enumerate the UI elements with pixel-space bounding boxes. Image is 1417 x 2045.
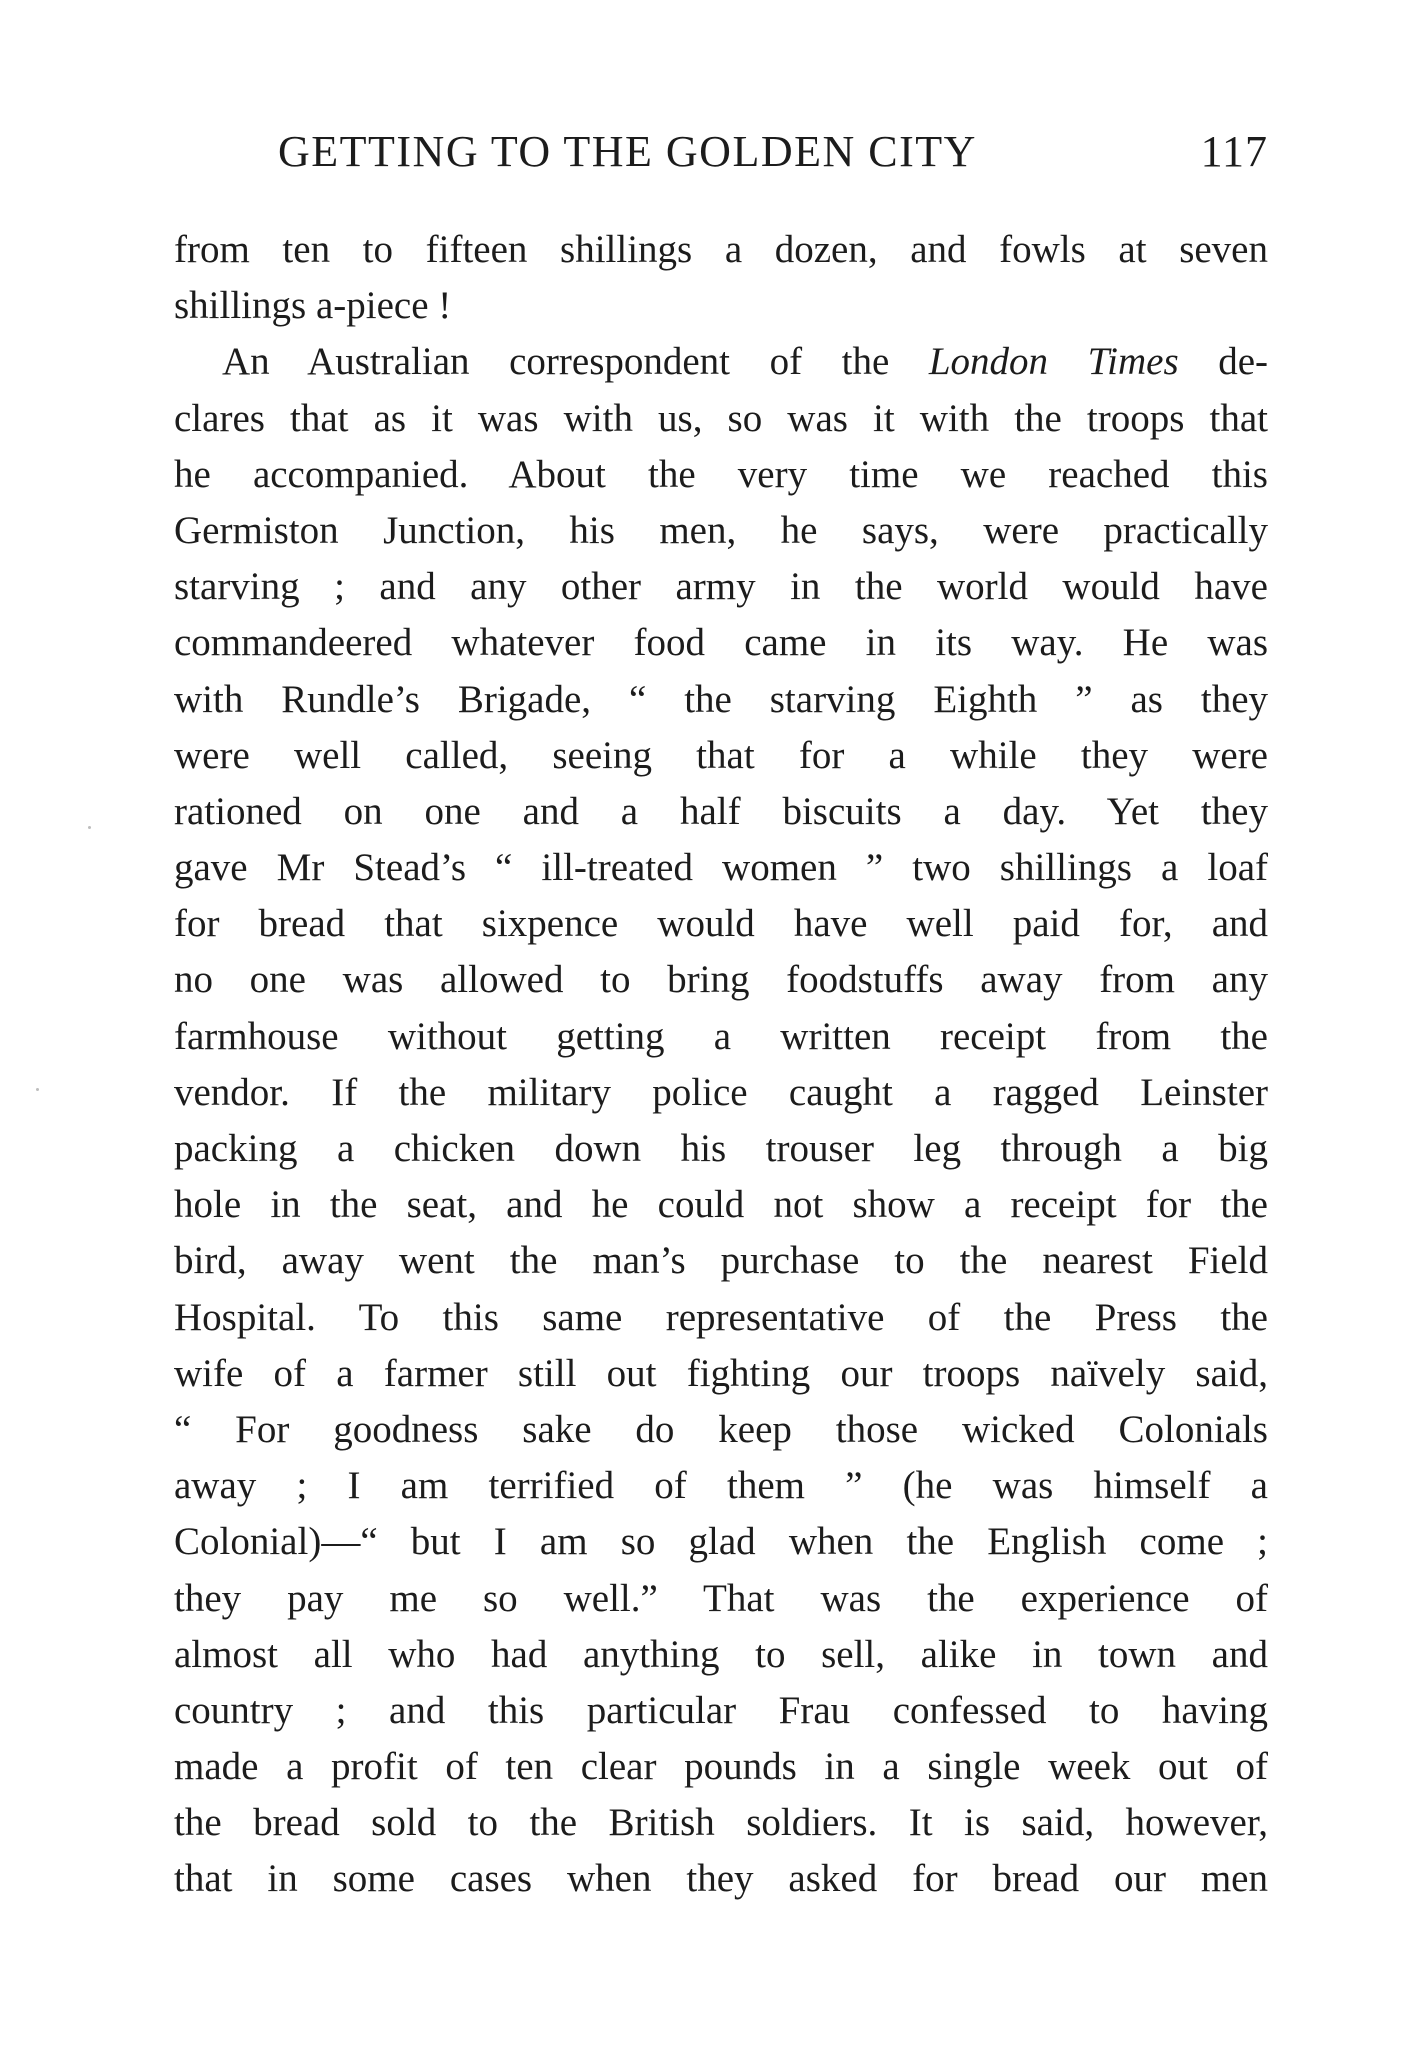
text-line: no one was allowed to bring foodstuffs away from any [174,958,1268,1002]
text-line-end: de- [1178,340,1268,384]
text-line: were well called, seeing that for a while they were [174,733,1268,777]
text-line: country ; and this particular Frau confessed to having [174,1688,1268,1732]
text-line: Hospital. To this same representative of the Press the [174,1295,1268,1339]
text-line [174,334,1268,390]
text-line: the bread sold to the British soldiers. It is said, however, [174,1801,1268,1845]
running-title: GETTING TO THE GOLDEN CITY [278,127,977,176]
text-line: starving ; and any other army in the world would have [174,565,1268,609]
text-line: for bread that sixpence would have well paid for, and [174,902,1268,946]
text-line: that in some cases when they asked for bread our men [174,1857,1268,1901]
text-line-start: An Australian correspondent of the [222,340,929,384]
running-head [174,122,1268,182]
text-line: rationed on one and a half biscuits a day. Yet they [174,789,1268,833]
text-line: almost all who had anything to sell, alike in town and [174,1632,1268,1676]
text-line: wife of a farmer still out fighting our troops naïvely said, [174,1351,1268,1395]
text-line: made a profit of ten clear pounds in a single week out of [174,1745,1268,1789]
text-line: they pay me so well.” That was the experience of [174,1576,1268,1620]
scan-speck [36,1088,39,1091]
text-line: bird, away went the man’s purchase to the nearest Field [174,1239,1268,1283]
text-line: from ten to fifteen shillings a dozen, and fowls at seven [174,228,1268,271]
text-line: “ For goodness sake do keep those wicked Colonials [174,1407,1268,1451]
text-line: farmhouse without getting a written receipt from the [174,1014,1268,1058]
body-text [174,222,1268,1908]
text-line: with Rundle’s Brigade, “ the starving Eighth ” as they [174,677,1268,721]
text-line: vendor. If the military police caught a ragged Leinster [174,1070,1268,1114]
text-line: packing a chicken down his trouser leg through a big [174,1127,1268,1170]
text-line: Colonial)—“ but I am so glad when the English come ; [174,1520,1268,1564]
text-line: clares that as it was with us, so was it with the troops that [174,396,1268,440]
page-number: 117 [1200,127,1268,176]
text-line: hole in the seat, and he could not show a receipt for the [174,1183,1268,1227]
italic-title: London Times [928,340,1179,384]
text-line: Germiston Junction, his men, he says, were practically [174,508,1268,552]
text-line: commandeered whatever food came in its way. He was [174,621,1268,665]
text-line: shillings a-piece ! [174,284,452,328]
scan-speck [88,826,91,829]
text-line: he accompanied. About the very time we reached this [174,452,1268,496]
text-line: gave Mr Stead’s “ ill-treated women ” two shillings a loaf [174,846,1268,890]
text-line: away ; I am terrified of them ” (he was himself a [174,1464,1268,1508]
